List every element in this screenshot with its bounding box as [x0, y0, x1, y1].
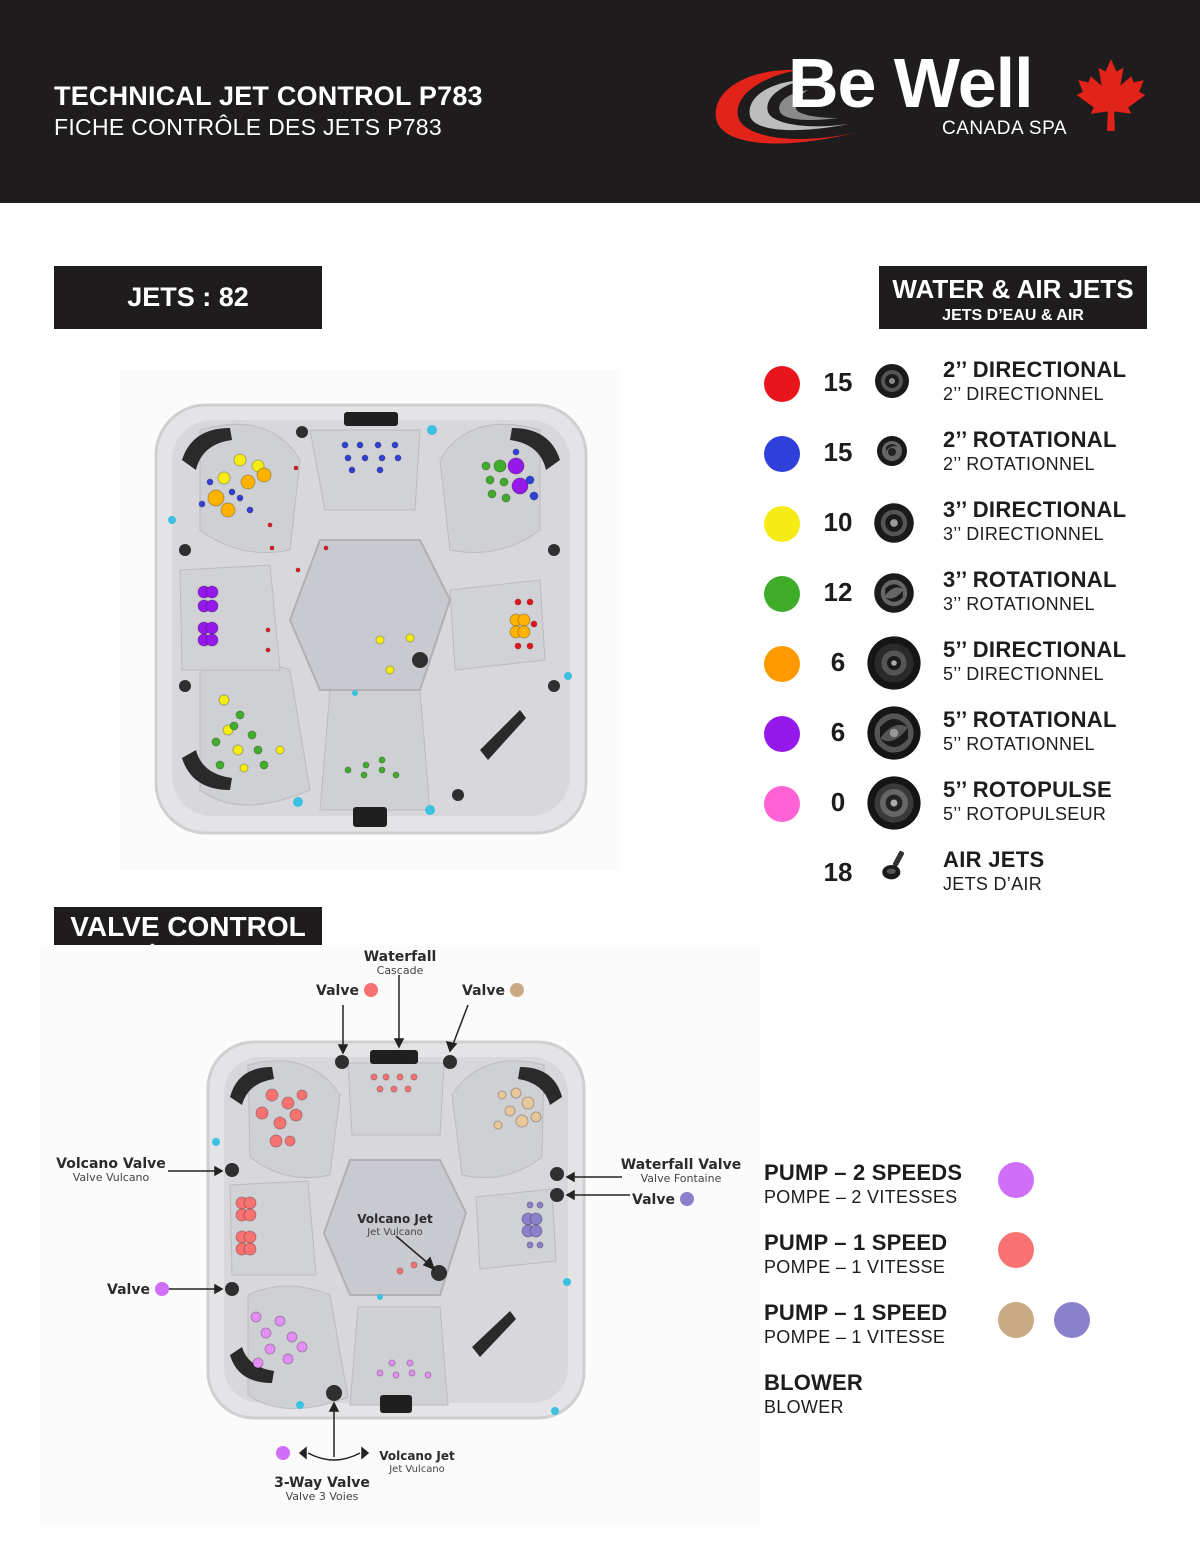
jet-marker — [266, 628, 270, 632]
jet-marker — [233, 745, 243, 755]
rotational-jet-icon — [872, 431, 912, 471]
jet-marker — [244, 1197, 256, 1209]
jet-marker — [296, 568, 300, 572]
rotational-jet-icon — [866, 705, 922, 761]
logo-brand-text: Be Well — [788, 44, 1033, 122]
jet-marker — [527, 1202, 533, 1208]
legend-count: 12 — [823, 577, 853, 607]
pump-legend-row — [764, 1230, 1184, 1290]
legend-count: 18 — [823, 857, 853, 887]
volcano-jet-label-bottom — [372, 1449, 462, 1476]
legend-name-french: 5’’ DIRECTIONNEL — [943, 664, 1104, 684]
legend-row — [760, 497, 1180, 563]
jet-marker — [494, 460, 506, 472]
directional-jet-icon — [866, 635, 922, 691]
pump-legend-row — [764, 1300, 1184, 1360]
jet-marker — [405, 1086, 411, 1092]
legend-color-dot — [764, 576, 800, 612]
legend-name-french: 5’’ ROTATIONNEL — [943, 734, 1095, 754]
jet-marker — [285, 1136, 295, 1146]
legend-count: 0 — [830, 787, 846, 817]
jet-marker — [218, 472, 230, 484]
jet-marker — [531, 621, 537, 627]
jet-marker — [290, 1109, 302, 1121]
jet-marker — [282, 1097, 294, 1109]
jet-marker — [498, 1091, 506, 1099]
air-jet-icon — [876, 847, 912, 883]
jet-marker — [206, 600, 218, 612]
jet-marker — [397, 1268, 403, 1274]
jet-marker — [391, 1086, 397, 1092]
jet-marker — [294, 466, 298, 470]
legend-count: 15 — [823, 367, 853, 397]
jet-marker — [383, 1074, 389, 1080]
jets-total-label: JETS : 82 — [54, 266, 322, 329]
legend-name: 5’’ ROTATIONAL — [943, 707, 1117, 732]
water-air-jets-heading — [879, 266, 1147, 329]
jet-marker — [362, 455, 368, 461]
legend-color-dot — [764, 366, 800, 402]
jet-marker — [266, 1089, 278, 1101]
jet-marker — [256, 1107, 268, 1119]
jet-marker — [425, 1372, 431, 1378]
legend-name-french: 2’’ DIRECTIONNEL — [943, 384, 1104, 404]
valve-color-dot — [364, 983, 378, 997]
legend-color-dot — [764, 506, 800, 542]
volcano-jet-bottom-french: Jet Vulcano — [389, 1464, 445, 1475]
legend-count: 10 — [823, 507, 853, 537]
water-air-subtitle: JETS D’EAU & AIR — [942, 307, 1084, 324]
jet-marker — [494, 1121, 502, 1129]
jet-marker — [260, 761, 268, 769]
waterfall-label-french: Cascade — [376, 964, 424, 977]
valve-color-dot — [680, 1192, 694, 1206]
valve-label-text: Valve — [107, 1282, 150, 1298]
jet-marker — [511, 1088, 521, 1098]
valve-label-text: Valve — [632, 1192, 675, 1208]
jet-marker — [199, 501, 205, 507]
pump-color-dot — [998, 1232, 1034, 1268]
water-air-title: WATER & AIR JETS — [892, 274, 1134, 304]
jet-marker — [247, 507, 253, 513]
jet-marker — [375, 442, 381, 448]
jet-marker — [241, 475, 255, 489]
blower-name: BLOWER — [764, 1370, 863, 1395]
jet-marker — [397, 1074, 403, 1080]
jet-marker — [229, 489, 235, 495]
jet-marker — [261, 1328, 271, 1338]
spa-top-view-jets — [120, 370, 620, 870]
jet-marker — [379, 455, 385, 461]
jet-marker — [207, 479, 213, 485]
be-well-logo — [708, 46, 1158, 156]
jet-marker — [531, 1112, 541, 1122]
jet-marker — [526, 476, 534, 484]
jet-marker — [349, 467, 355, 473]
valve-label-text: Valve — [316, 983, 359, 999]
legend-name-french: 3’’ DIRECTIONNEL — [943, 524, 1104, 544]
legend-name: 3’’ DIRECTIONAL — [943, 497, 1127, 522]
page-title-french: FICHE CONTRÔLE DES JETS P783 — [54, 114, 442, 140]
legend-row — [760, 777, 1180, 843]
legend-row — [760, 847, 1180, 913]
three-way-valve-color-dot — [276, 1446, 290, 1460]
jet-marker — [482, 462, 490, 470]
jet-marker — [411, 1262, 417, 1268]
jet-marker — [244, 1231, 256, 1243]
jet-marker — [363, 762, 369, 768]
volcano-valve-label — [52, 1157, 170, 1184]
jet-marker — [275, 1316, 285, 1326]
legend-row — [760, 637, 1180, 703]
legend-name-french: 2’’ ROTATIONNEL — [943, 454, 1095, 474]
pump-color-dot — [998, 1162, 1034, 1198]
jet-marker — [411, 1074, 417, 1080]
jet-marker — [248, 731, 256, 739]
pump-legend-row — [764, 1370, 1184, 1430]
jet-marker — [251, 1312, 261, 1322]
jet-marker — [527, 1242, 533, 1248]
jet-marker — [244, 1243, 256, 1255]
pump-color-dot — [998, 1302, 1034, 1338]
jet-marker — [515, 643, 521, 649]
maple-leaf-icon — [1072, 56, 1150, 134]
jet-marker — [537, 1202, 543, 1208]
jet-marker — [206, 586, 218, 598]
waterfall-valve-french: Valve Fontaine — [640, 1172, 722, 1185]
jet-marker — [379, 757, 385, 763]
legend-color-dot — [764, 436, 800, 472]
jet-marker — [376, 636, 384, 644]
valve-label-left — [107, 1282, 169, 1298]
waterfall-label-text: Waterfall — [363, 949, 437, 965]
legend-count: 6 — [830, 717, 846, 747]
valve-label-top-left — [316, 983, 378, 999]
valve-color-dot — [510, 983, 524, 997]
jet-marker — [386, 666, 394, 674]
jet-marker — [244, 1209, 256, 1221]
jet-marker — [268, 523, 272, 527]
valve-label-right — [632, 1192, 694, 1208]
legend-count: 6 — [830, 647, 846, 677]
jet-marker — [527, 599, 533, 605]
pump-name-french: POMPE – 1 VITESSE — [764, 1257, 946, 1277]
volcano-jet-french: Jet Vulcano — [367, 1227, 423, 1238]
legend-color-dot — [764, 646, 800, 682]
jet-marker — [530, 1213, 542, 1225]
three-way-valve-text: 3-Way Valve — [274, 1475, 370, 1491]
jet-marker — [221, 503, 235, 517]
pump-name-french: POMPE – 1 VITESSE — [764, 1327, 946, 1347]
jet-marker — [276, 746, 284, 754]
legend-name: 5’’ ROTOPULSE — [943, 777, 1112, 802]
jet-marker — [216, 761, 224, 769]
valve-control-title: VALVE CONTROL — [70, 911, 306, 942]
jet-marker — [345, 455, 351, 461]
volcano-jet-bottom-text: Volcano Jet — [379, 1449, 455, 1463]
legend-row — [760, 707, 1180, 773]
pump-name: PUMP – 2 SPEEDS — [764, 1160, 963, 1185]
pump-color-dot — [1054, 1302, 1090, 1338]
legend-count: 15 — [823, 437, 853, 467]
jet-marker — [502, 494, 510, 502]
jet-marker — [530, 492, 538, 500]
volcano-jet-label — [350, 1212, 440, 1239]
jet-marker — [371, 1074, 377, 1080]
waterfall-label — [350, 950, 450, 977]
jet-marker — [508, 458, 524, 474]
jet-marker — [537, 1242, 543, 1248]
jet-marker — [206, 622, 218, 634]
jet-marker — [287, 1332, 297, 1342]
jet-marker — [253, 1358, 263, 1368]
jet-marker — [357, 442, 363, 448]
jet-marker — [488, 490, 496, 498]
valve-label-top-right — [462, 983, 524, 999]
page-header — [0, 0, 1200, 203]
pump-name: PUMP – 1 SPEED — [764, 1300, 948, 1325]
legend-name: 3’’ ROTATIONAL — [943, 567, 1117, 592]
directional-jet-icon — [872, 501, 916, 545]
pump-legend-row — [764, 1160, 1184, 1220]
jet-marker — [377, 1370, 383, 1376]
jet-marker — [270, 546, 274, 550]
jet-marker — [237, 495, 243, 501]
three-way-valve-label — [272, 1476, 372, 1503]
jet-marker — [230, 722, 238, 730]
three-way-valve-french: Valve 3 Voies — [285, 1490, 359, 1503]
jet-marker — [297, 1090, 307, 1100]
jet-marker — [486, 476, 494, 484]
valve-label-text: Valve — [462, 983, 505, 999]
legend-name-french: 5’’ ROTOPULSEUR — [943, 804, 1107, 824]
jet-marker — [324, 546, 328, 550]
legend-name: 2’’ DIRECTIONAL — [943, 357, 1127, 382]
jet-marker — [257, 468, 271, 482]
jet-marker — [236, 711, 244, 719]
jet-marker — [342, 442, 348, 448]
jet-marker — [274, 1117, 286, 1129]
directional-jet-icon — [872, 361, 912, 401]
jet-marker — [208, 490, 224, 506]
legend-name-french: JETS D’AIR — [943, 874, 1043, 894]
legend-row — [760, 357, 1180, 423]
jet-marker — [392, 442, 398, 448]
legend-name: 5’’ DIRECTIONAL — [943, 637, 1127, 662]
pump-name: PUMP – 1 SPEED — [764, 1230, 948, 1255]
jet-marker — [234, 454, 246, 466]
jet-marker — [407, 1360, 413, 1366]
legend-name: 2’’ ROTATIONAL — [943, 427, 1117, 452]
jet-marker — [212, 738, 220, 746]
jet-marker — [500, 478, 508, 486]
rotopulse-jet-icon — [866, 775, 922, 831]
jet-marker — [389, 1360, 395, 1366]
waterfall-valve-text: Waterfall Valve — [620, 1157, 742, 1173]
page-title: TECHNICAL JET CONTROL P783 — [54, 81, 483, 111]
legend-row — [760, 567, 1180, 633]
jet-marker — [515, 599, 521, 605]
jet-marker — [206, 634, 218, 646]
legend-name: AIR JETS — [943, 847, 1045, 872]
pump-name-french: POMPE – 2 VITESSES — [764, 1187, 958, 1207]
legend-row — [760, 427, 1180, 493]
jet-marker — [254, 746, 262, 754]
jet-marker — [377, 1086, 383, 1092]
jet-marker — [518, 626, 530, 638]
jet-marker — [516, 1115, 528, 1127]
legend-name-french: 3’’ ROTATIONNEL — [943, 594, 1095, 614]
jet-marker — [266, 648, 270, 652]
jet-marker — [361, 772, 367, 778]
jet-marker — [379, 767, 385, 773]
jet-marker — [283, 1354, 293, 1364]
jet-marker — [393, 772, 399, 778]
jet-marker — [270, 1135, 282, 1147]
jet-marker — [513, 449, 519, 455]
legend-color-dot — [764, 716, 800, 752]
jet-marker — [527, 643, 533, 649]
jet-marker — [265, 1344, 275, 1354]
jet-marker — [377, 467, 383, 473]
jet-marker — [395, 455, 401, 461]
jet-marker — [518, 614, 530, 626]
jet-marker — [393, 1372, 399, 1378]
jet-marker — [240, 764, 248, 772]
jet-marker — [530, 1225, 542, 1237]
volcano-valve-french: Valve Vulcano — [72, 1171, 150, 1184]
jet-marker — [345, 767, 351, 773]
rotational-jet-icon — [872, 571, 916, 615]
logo-sub-text: CANADA SPA — [942, 118, 1068, 139]
jet-marker — [409, 1370, 415, 1376]
jet-marker — [406, 634, 414, 642]
legend-color-dot — [764, 786, 800, 822]
valve-color-dot — [155, 1282, 169, 1296]
waterfall-valve-label — [620, 1158, 742, 1185]
blower-name-french: BLOWER — [764, 1397, 844, 1417]
volcano-jet-text: Volcano Jet — [357, 1212, 433, 1226]
jet-marker — [522, 1097, 534, 1109]
volcano-valve-text: Volcano Valve — [56, 1156, 166, 1172]
jet-marker — [219, 695, 229, 705]
jet-marker — [297, 1342, 307, 1352]
jet-marker — [505, 1106, 515, 1116]
